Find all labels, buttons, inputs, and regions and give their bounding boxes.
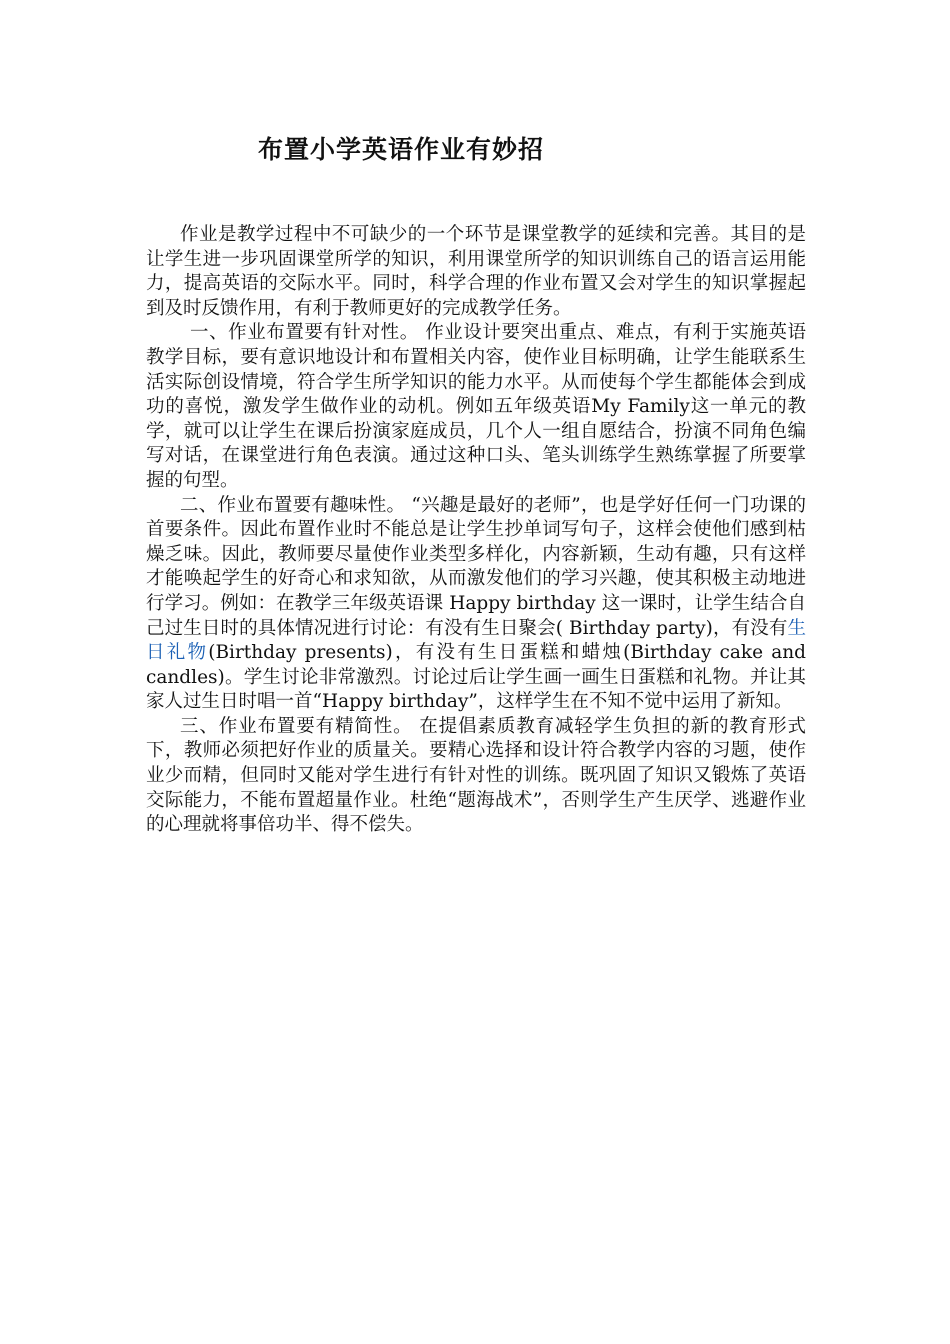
paragraph-section-2-text-start: 二、作业布置要有趣味性。 “兴趣是最好的老师”，也是学好任何一门功课的首要条件。因此布置作业时不能总是让学生抄单词写句子，这样会使他们感到枯燥乏味。因此，教师要尽量使作业类型多样化，内容新颖，生动有趣，只有这样才能唤起学生的好奇心和求知欲，从而激发他们的学习兴趣，使其积极主动地进行学习。例如：在教学三年级英语课 Happy birthday 这一课时，让学生结合自己过生日时的具体情况进行讨论：有没有生日聚会( Birthday party)，有没有 <box>146 494 806 639</box>
paragraph-section-1: 一、作业布置要有针对性。 作业设计要突出重点、难点，有利于实施英语教学目标，要有意识地设计和布置相关内容，使作业目标明确，让学生能联系生活实际创设情境，符合学生所学知识的能力水平。从而使每个学生都能体会到成功的喜悦，激发学生做作业的动机。例如五年级英语My Family这一单元的教学，就可以让学生在课后扮演家庭成员，几个人一组自愿结合，扮演不同角色编写对话，在课堂进行角色表演。通过这种口头、笔头训练学生熟练掌握了所要掌握的句型。 <box>146 322 806 491</box>
paragraph-section-2 <box>146 494 806 715</box>
paragraph-intro: 作业是教学过程中不可缺少的一个环节是课堂教学的延续和完善。其目的是让学生进一步巩固课堂所学的知识，利用课堂所学的知识训练自己的语言运用能力，提高英语的交际水平。同时，科学合理的作业布置又会对学生的知识掌握起到及时反馈作用，有利于教师更好的完成教学任务。 <box>146 224 806 319</box>
document-body <box>146 223 806 838</box>
paragraph-section-3: 三、作业布置要有精简性。 在提倡素质教育减轻学生负担的新的教育形式下，教师必须把好作业的质量关。要精心选择和设计符合教学内容的习题，使作业少而精，但同时又能对学生进行有针对性的训练。既巩固了知识又锻炼了英语交际能力，不能布置超量作业。杜绝“题海战术”，否则学生产生厌学、逃避作业的心理就将事倍功半、得不偿失。 <box>146 715 806 836</box>
birthday-presents-link[interactable]: 生日礼物 <box>146 617 806 664</box>
paragraph-section-2-text-end: (Birthday presents)，有没有生日蛋糕和蜡烛(Birthday cake and candles)。学生讨论非常激烈。讨论过后让学生画一画生日蛋糕和礼物。并让其家人过生日时唱一首“Happy birthday”，这样学生在不知不觉中运用了新知。 <box>146 642 806 713</box>
document-title: 布置小学英语作业有妙招 <box>258 135 545 164</box>
